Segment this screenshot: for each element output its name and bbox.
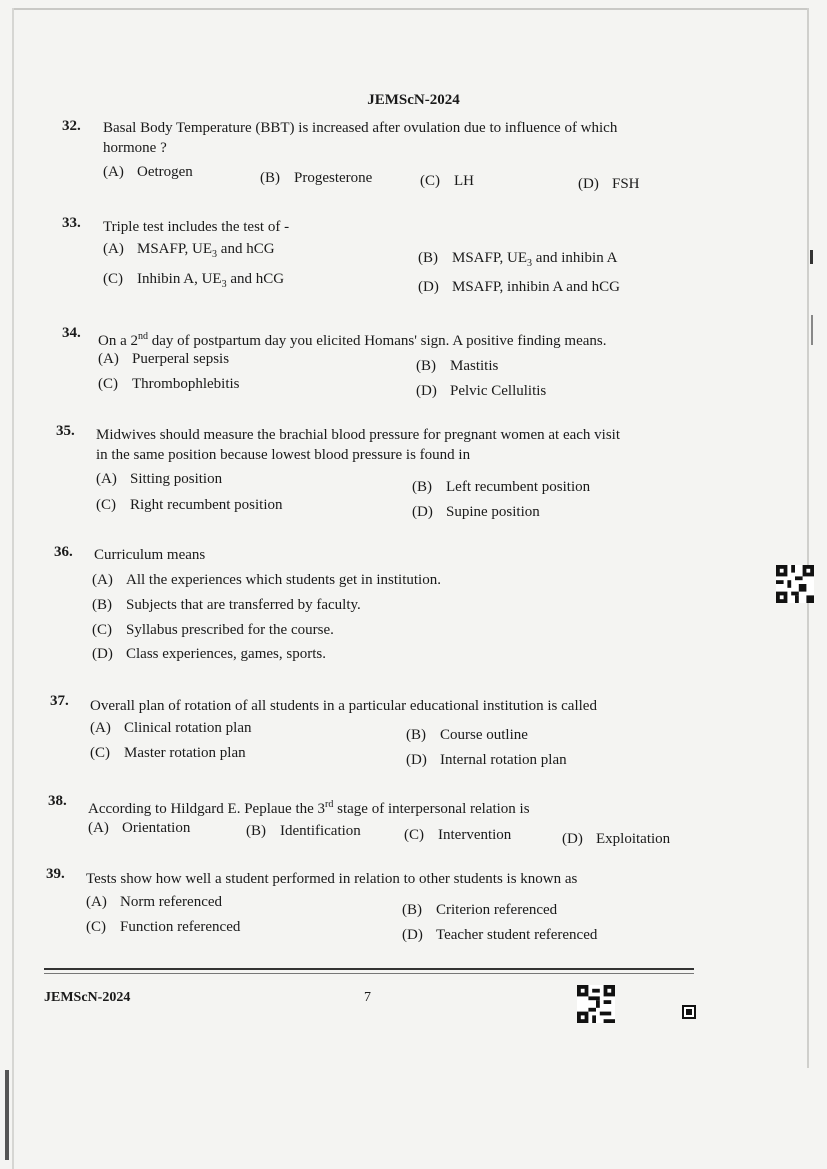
option-b (92, 597, 361, 614)
page-edge-left (12, 8, 14, 1169)
option-c (86, 919, 240, 936)
question-text-line: hormone ? (103, 140, 167, 156)
question-number: 36. (54, 544, 73, 560)
option-text: Master rotation plan (124, 745, 246, 761)
question-text-post: stage of interpersonal relation is (333, 801, 530, 817)
option-text: Clinical rotation plan (124, 720, 252, 736)
option-c (98, 376, 240, 393)
option-d (402, 927, 597, 944)
option-a (98, 351, 229, 368)
question-text-pre: According to Hildgard E. Peplaue the 3 (88, 801, 326, 817)
option-d (412, 504, 540, 521)
option-c (404, 827, 511, 844)
option-text: Class experiences, games, sports. (126, 646, 326, 662)
option-label: (A) (103, 164, 124, 180)
option-label: (D) (562, 831, 583, 847)
option-text: Progesterone (294, 170, 373, 186)
option-text-pre: MSAFP, UE (137, 241, 213, 257)
option-text-post: and hCG (226, 271, 285, 287)
option-label: (B) (416, 358, 436, 374)
option-label: (B) (418, 250, 438, 266)
option-b (406, 727, 528, 744)
option-text: Teacher student referenced (436, 927, 598, 943)
header-exam-code: JEMScN-2024 (367, 92, 460, 108)
option-label: (C) (96, 497, 116, 513)
option-text: Norm referenced (120, 894, 223, 910)
option-text: Mastitis (450, 358, 499, 374)
option-d (416, 383, 546, 400)
option-subscript: 3 (221, 279, 227, 290)
option-d (92, 646, 326, 663)
option-a (103, 164, 193, 181)
option-text: Intervention (438, 827, 512, 843)
question-text (98, 327, 606, 351)
question-number: 32. (62, 118, 81, 134)
option-label: (B) (260, 170, 280, 186)
option-label: (D) (406, 752, 427, 768)
option-text: FSH (612, 176, 640, 192)
question-number: 33. (62, 215, 81, 231)
question-number: 37. (50, 693, 69, 709)
option-label: (A) (103, 241, 124, 257)
option-text: Left recumbent position (446, 479, 591, 495)
option-a (103, 241, 275, 260)
page-edge-right (807, 8, 809, 1068)
option-text: Orientation (122, 820, 191, 836)
option-label: (A) (90, 720, 111, 736)
page-edge-top (14, 8, 807, 10)
scan-artifact-tick-2 (811, 315, 813, 345)
option-d (562, 831, 670, 848)
option-label: (C) (90, 745, 110, 761)
option-text: All the experiences which students get in institution. (126, 572, 441, 588)
option-label: (D) (412, 504, 433, 520)
option-b (260, 170, 372, 187)
option-a (96, 471, 222, 488)
question-superscript: nd (138, 331, 148, 342)
option-label: (A) (92, 572, 113, 588)
question-text-pre: On a 2 (98, 333, 138, 349)
option-text: Function referenced (120, 919, 241, 935)
option-b (402, 902, 557, 919)
option-subscript: 3 (212, 249, 218, 260)
page-number: 7 (364, 990, 371, 1005)
option-label: (D) (92, 646, 113, 662)
option-label: (C) (404, 827, 424, 843)
option-d (418, 279, 620, 296)
option-b (412, 479, 590, 496)
option-c (420, 173, 474, 190)
option-label: (D) (578, 176, 599, 192)
option-label: (D) (416, 383, 437, 399)
option-text: Thrombophlebitis (132, 376, 240, 392)
question-text: Triple test includes the test of - (103, 219, 290, 235)
option-b (418, 250, 617, 269)
option-d (578, 176, 640, 193)
option-label: (C) (103, 271, 123, 287)
option-label: (B) (406, 727, 426, 743)
option-b (246, 823, 361, 840)
question-text-line: in the same position because lowest blood pressure is found in (96, 447, 471, 463)
question-text: Tests show how well a student performed in relation to other students is known as (86, 871, 578, 887)
option-label: (C) (92, 622, 112, 638)
option-text: Syllabus prescribed for the course. (126, 622, 334, 638)
question-number: 34. (62, 325, 81, 341)
option-text-pre: Inhibin A, UE (137, 271, 222, 287)
registration-mark-icon (682, 1005, 696, 1019)
option-d (406, 752, 567, 769)
question-text: Curriculum means (94, 547, 206, 563)
option-label: (D) (418, 279, 439, 295)
option-c (103, 271, 284, 290)
option-label: (A) (86, 894, 107, 910)
footer-rule-thin (44, 973, 694, 974)
option-text: Course outline (440, 727, 528, 743)
question-superscript: rd (325, 799, 334, 810)
option-text: Oetrogen (137, 164, 193, 180)
scan-artifact-bar (5, 1070, 9, 1160)
option-label: (A) (88, 820, 109, 836)
option-subscript: 3 (527, 258, 533, 269)
option-a (88, 820, 190, 837)
option-label: (D) (402, 927, 423, 943)
question-text: Overall plan of rotation of all students in a particular educational institution is called (90, 698, 597, 714)
option-text: Puerperal sepsis (132, 351, 230, 367)
option-c (92, 622, 334, 639)
option-text: Right recumbent position (130, 497, 283, 513)
qr-code-icon (577, 985, 615, 1023)
option-text: Supine position (446, 504, 540, 520)
option-text-post: and hCG (217, 241, 275, 257)
option-label: (C) (98, 376, 118, 392)
option-a (90, 720, 251, 737)
option-text: Identification (280, 823, 361, 839)
question-text-line: Midwives should measure the brachial blood pressure for pregnant women at each visit (96, 427, 621, 443)
option-text: Subjects that are transferred by faculty. (126, 597, 361, 613)
option-label: (B) (412, 479, 432, 495)
option-a (92, 572, 441, 589)
option-text: MSAFP, inhibin A and hCG (452, 279, 620, 295)
question-text (88, 795, 530, 819)
option-b (416, 358, 498, 375)
question-text (96, 425, 620, 465)
option-text: Pelvic Cellulitis (450, 383, 547, 399)
option-label: (A) (98, 351, 119, 367)
option-label: (B) (246, 823, 266, 839)
option-c (96, 497, 282, 514)
question-text (103, 118, 617, 158)
question-number: 39. (46, 866, 65, 882)
question-number: 35. (56, 423, 75, 439)
option-text: Internal rotation plan (440, 752, 567, 768)
footer-rule (44, 968, 694, 970)
option-c (90, 745, 246, 762)
option-text: Exploitation (596, 831, 671, 847)
option-label: (C) (420, 173, 440, 189)
option-text: Criterion referenced (436, 902, 558, 918)
question-text-post: day of postpartum day you elicited Homans' sign. A positive finding means. (148, 333, 607, 349)
question-number: 38. (48, 793, 67, 809)
option-label: (B) (92, 597, 112, 613)
question-text-line: Basal Body Temperature (BBT) is increased after ovulation due to influence of which (103, 120, 618, 136)
option-label: (A) (96, 471, 117, 487)
scan-artifact-tick (810, 250, 813, 264)
footer-exam-code: JEMScN-2024 (44, 990, 131, 1005)
option-text-post: and inhibin A (532, 250, 618, 266)
option-label: (B) (402, 902, 422, 918)
option-a (86, 894, 222, 911)
option-text: LH (454, 173, 474, 189)
qr-code-icon (776, 565, 814, 603)
option-label: (C) (86, 919, 106, 935)
option-text-pre: MSAFP, UE (452, 250, 528, 266)
option-text: Sitting position (130, 471, 223, 487)
